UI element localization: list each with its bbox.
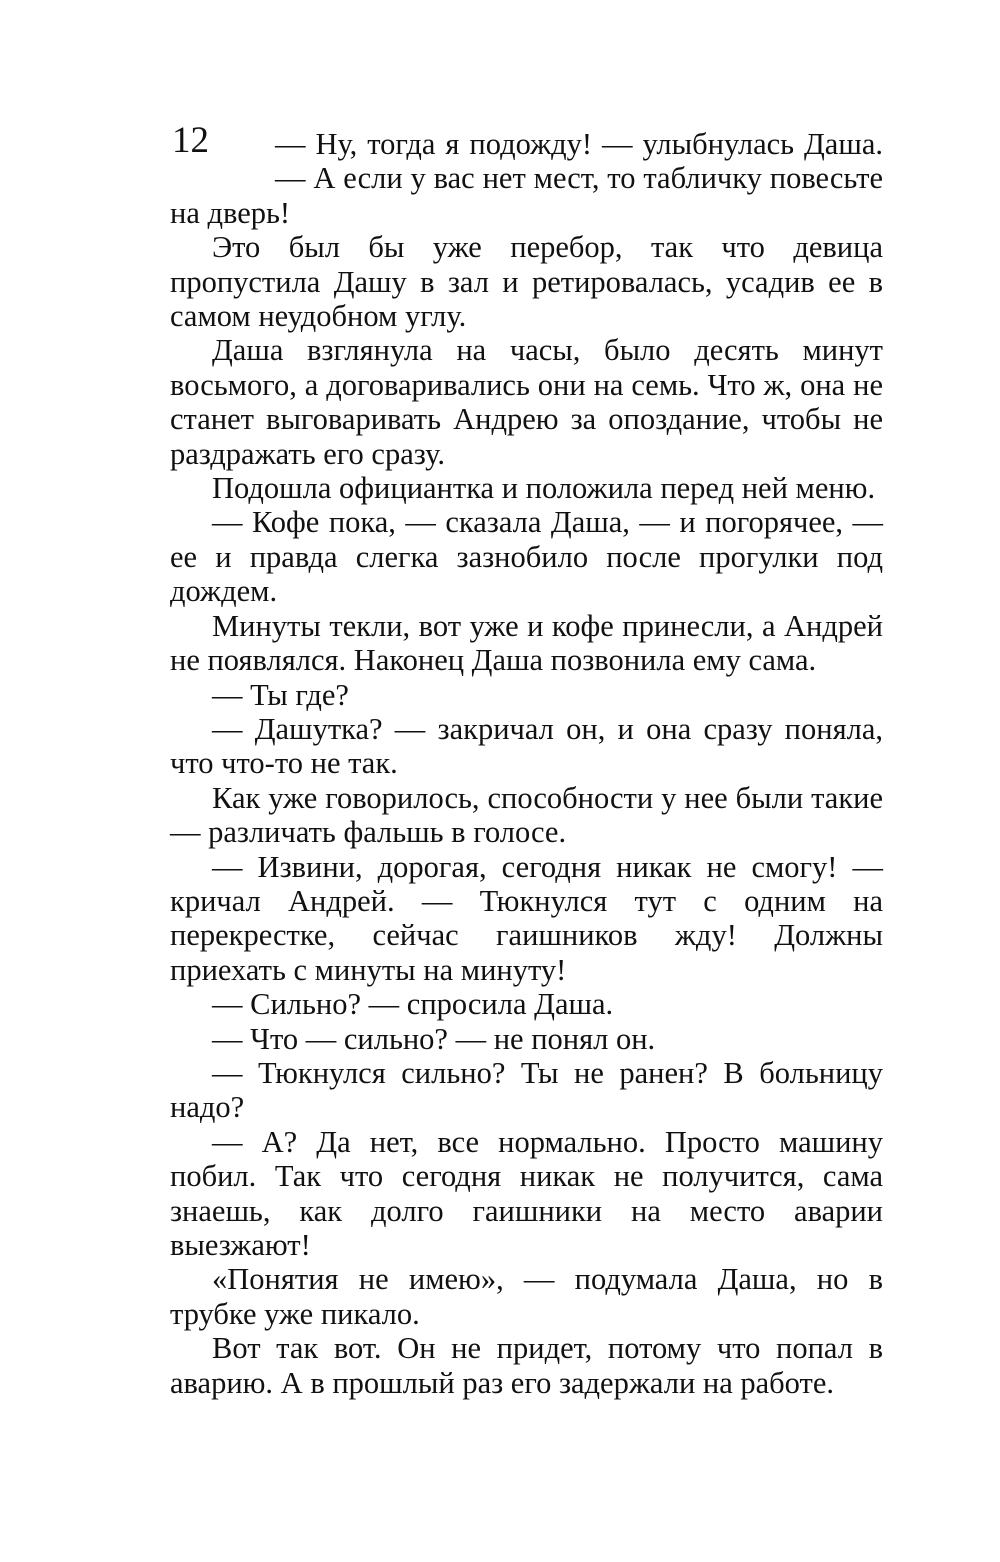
paragraph: Минуты текли, вот уже и кофе принесли, а Андрей не появлялся. Наконец Даша позвонила ему сама. <box>170 608 883 678</box>
page-number-spacer <box>170 127 275 193</box>
paragraph: Подошла официантка и положила перед ней меню. <box>212 471 876 506</box>
paragraph: — Ты где? <box>212 677 349 712</box>
paragraph: — Сильно? — спросила Даша. <box>212 987 614 1022</box>
page-number: 12 <box>172 120 209 161</box>
paragraph: — Извини, дорогая, сегодня никак не смогу! — кричал Андрей. — Тюкнулся тут с одним на перекрестке, сейчас гаишников жду! Должны приехать с минуты на минуту! <box>170 849 883 987</box>
paragraph: Как уже говорилось, способности у нее были такие — различать фальшь в голосе. <box>170 780 883 850</box>
paragraph: — Дашутка? — закричал он, и она сразу поняла, что что-то не так. <box>170 711 883 781</box>
paragraph: — Кофе пока, — сказала Даша, — и погорячее, — ее и правда слегка зазнобило после прогулки под дождем. <box>170 505 883 609</box>
page-body-text <box>170 127 883 1400</box>
paragraph: — А? Да нет, все нормально. Просто машину побил. Так что сегодня никак не получится, сама знаешь, как долго гаишники на место аварии выезжают! <box>170 1124 883 1262</box>
paragraph: — Тюкнулся сильно? Ты не ранен? В больницу надо? <box>170 1055 883 1125</box>
paragraph: «Понятия не имею», — подумала Даша, но в трубке уже пикало. <box>170 1262 883 1331</box>
paragraph: — Что — сильно? — не понял он. <box>212 1021 656 1056</box>
paragraph: Даша взглянула на часы, было десять минут восьмого, а договаривались они на семь. Что ж, она не станет выговаривать Андрею за опоздание, чтобы не раздражать его сразу. <box>170 333 883 471</box>
paragraph: Вот так вот. Он не придет, потому что попал в аварию. А в прошлый раз его задержали на работе. <box>170 1331 883 1400</box>
paragraph: — Ну, тогда я подожду! — улыбнулась Даша. — А если у вас нет мест, то табличку повесьте на дверь! <box>170 127 883 230</box>
paragraph: Это был бы уже перебор, так что девица пропустила Дашу в зал и ретировалась, усадив ее в самом неудобном углу. <box>170 230 883 334</box>
